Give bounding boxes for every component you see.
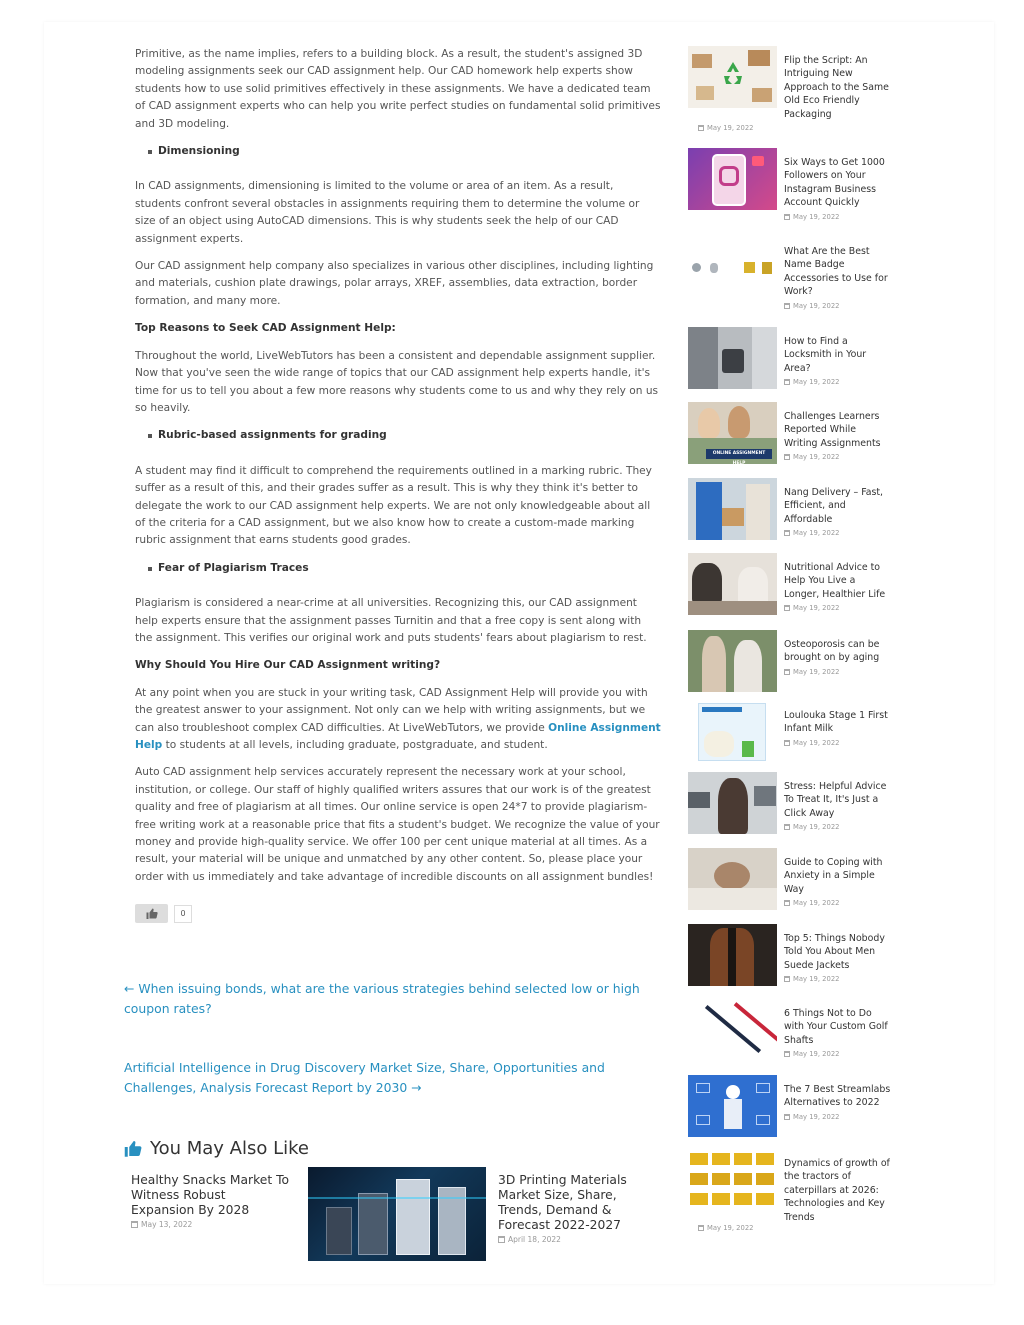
sidebar-post-title[interactable]: What Are the Best Name Badge Accessories to Use for Work? [784,246,888,298]
thumbs-up-icon [146,908,158,919]
calendar-icon [698,125,704,131]
date-text: May 19, 2022 [793,453,840,461]
calendar-icon [784,900,790,906]
previous-post-link[interactable]: ← When issuing bonds, what are the various strategies behind selected low or high coupon rates? [124,981,640,1017]
sidebar-post-title[interactable]: Guide to Coping with Anxiety in a Simple Way [784,857,883,895]
calendar-icon [784,824,790,830]
paragraph [135,685,661,755]
couple-sofa-image[interactable] [688,553,777,615]
sidebar-post-title[interactable]: How to Find a Locksmith in Your Area? [784,336,867,374]
date-text: May 19, 2022 [793,604,840,612]
next-post-link[interactable]: Artificial Intelligence in Drug Discovery Market Size, Share, Opportunities and Challenges, Analysis Forecast Report by 2030 → [124,1059,605,1095]
date-text: May 19, 2022 [793,668,840,676]
section-heading: Why Should You Hire Our CAD Assignment writing? [135,659,441,672]
section-title: You May Also Like [150,1138,309,1160]
sidebar-post-title[interactable]: Osteoporosis can be brought on by aging [784,639,880,664]
related-posts [124,1173,664,1273]
date-text: May 19, 2022 [793,739,840,747]
sidebar-post-date [784,213,839,221]
like-widget [135,904,664,923]
sidebar-post-title[interactable]: Dynamics of growth of the tractors of caterpillars at 2026: Technologies and Key Trends [784,1158,890,1223]
section-heading: Top Reasons to Seek CAD Assignment Help: [135,322,396,335]
calendar-icon [784,303,790,309]
related-post-date [131,1220,291,1229]
paragraph: A student may find it difficult to comprehend the requirements outlined in a marking rubric. They suffer as a result of this, and their grades suffer as a result. This is why they think it's better to delegate the work to our CAD assignment help experts. We are not only knowledgeable about all of the criteria for a CAD assignment, but we also know how to create a custom-made marking rubric assignment that earns students good grades. [135,464,652,547]
related-post-date [498,1235,664,1244]
recycle-packaging-image[interactable] [688,46,777,108]
sidebar-post-date [784,302,839,310]
anxiety-image[interactable] [688,848,777,910]
calendar-icon [131,1221,138,1228]
calendar-icon [784,740,790,746]
sidebar-post-title[interactable]: Top 5: Things Nobody Told You About Men Suede Jackets [784,933,885,971]
instagram-phone-image[interactable] [688,148,777,210]
delivery-image[interactable] [688,478,777,540]
date-text: May 19, 2022 [793,213,840,221]
sidebar-post-title[interactable]: Nutritional Advice to Help You Live a Longer, Healthier Life [784,562,886,600]
calendar-icon [784,379,790,385]
jacket-image[interactable] [688,924,777,986]
sidebar-post-title[interactable]: Challenges Learners Reported While Writing Assignments [784,411,881,449]
caterpillars-image[interactable] [688,1149,777,1211]
sidebar-post-title[interactable]: Loulouka Stage 1 First Infant Milk [784,710,888,735]
sidebar-post-date [784,899,839,907]
calendar-icon [784,530,790,536]
calendar-icon [784,454,790,460]
sidebar-post-date [784,378,839,386]
calendar-icon [784,1051,790,1057]
calendar-icon [784,669,790,675]
calendar-icon [784,976,790,982]
sidebar-post-title[interactable]: Stress: Helpful Advice To Treat It, It's Just a Click Away [784,781,887,819]
sidebar-post-date [784,529,839,537]
date-text: May 19, 2022 [707,124,754,132]
sidebar-post-title[interactable]: Six Ways to Get 1000 Followers on Your Instagram Business Account Quickly [784,157,885,209]
date-text: May 19, 2022 [793,529,840,537]
date-text: May 19, 2022 [793,823,840,831]
online-assignment-help-link[interactable]: Online Assignment Help [135,721,661,751]
date-text: April 18, 2022 [508,1234,561,1244]
sidebar-post-title[interactable]: 6 Things Not to Do with Your Custom Golf Shafts [784,1008,888,1046]
calendar-icon [784,214,790,220]
date-text: May 13, 2022 [141,1219,193,1229]
like-button[interactable] [135,904,168,923]
post-navigation [124,979,664,1097]
date-text: May 19, 2022 [793,975,840,983]
locksmith-image[interactable] [688,327,777,389]
sidebar-post-title[interactable]: Flip the Script: An Intriguing New Approach to the Same Old Eco Friendly Packaging [784,55,889,120]
elderly-image[interactable] [688,630,777,692]
date-text: May 19, 2022 [793,378,840,386]
list-item: Fear of Plagiarism Traces [148,560,664,577]
sidebar-post-date [784,453,839,461]
sidebar-post-date [784,975,839,983]
paragraph: Auto CAD assignment help services accurately represent the necessary work at your school, institution, or college. Our staff of highly qualified writers assures that our work is of the greatest quality and free of plagiarism at all times. Our online service is open 24*7 to provide plagiarism-free writing work at a reasonable price that fits a student's budget. We recognize the value of your money and provide high-quality service. We offer 100 per cent unique material at all times. As a result, your material will be unique and unmatched by any other content. So, please place your order with us immediately and take advantage of incredible discounts on all assignment bundles! [135,766,660,883]
you-may-also-like-heading [124,1138,664,1159]
paragraph: Throughout the world, LiveWebTutors has been a consistent and dependable assignment supplier. Now that you've seen the wide range of topics that our CAD assignment help experts handle, it's time for us to tell you about a few more reasons why students come to us and why they rely on us so heavily. [135,349,659,414]
streamlabs-image[interactable] [688,1075,777,1137]
related-post[interactable] [498,1173,664,1243]
sidebar-post-date [784,604,839,612]
golf-shafts-image[interactable] [688,999,777,1061]
date-text: May 19, 2022 [793,302,840,310]
list-item: Rubric-based assignments for grading [148,427,664,444]
recycle-icon [720,60,746,86]
thumbs-up-icon [124,1140,142,1157]
sidebar-post-date [784,823,839,831]
related-post-title[interactable]: 3D Printing Materials Market Size, Share, Trends, Demand & Forecast 2022-2027 [498,1173,627,1232]
article-body [124,46,664,1273]
date-text: May 19, 2022 [793,899,840,907]
sidebar-post-date [784,739,839,747]
paragraph-text: to students at all levels, including graduate, postgraduate, and student. [162,739,548,751]
server-racks-image[interactable] [308,1167,486,1261]
paragraph: Primitive, as the name implies, refers to a building block. As a result, the student's assigned 3D modeling assignments seek our CAD assignment help. Our CAD homework help experts show students how to use solid primitives effectively in these assignments. We have a dedicated team of CAD assignment experts who can help you write perfect studies on fundamental solid primitives and 3D modeling. [135,48,661,130]
sidebar-post-date [784,1113,839,1121]
paragraph-text: At any point when you are stuck in your writing task, CAD Assignment Help will provide you with the greatest answer to your assignment. Not only can we help with writing assignments, but we can also troubleshoot complex CAD difficulties. At LiveWebTutors, we provide [135,686,648,734]
stress-image[interactable] [688,772,777,834]
students-laptop-image[interactable] [688,402,777,464]
sidebar-post-title[interactable]: The 7 Best Streamlabs Alternatives to 2022 [784,1084,891,1109]
calendar-icon [498,1236,505,1243]
milk-box-image[interactable] [688,701,777,763]
badge-accessories-image[interactable] [688,237,777,299]
like-count: 0 [174,905,192,923]
sidebar-post-title[interactable]: Nang Delivery – Fast, Efficient, and Affordable [784,487,884,525]
sidebar-post-date [784,1050,839,1058]
paragraph: In CAD assignments, dimensioning is limited to the volume or area of an item. As a result, students confront several obstacles in assignments requiring them to determine the volume or size of an object using AutoCAD dimensions. This is why students seek the help of our CAD assignment experts. [135,180,640,245]
sidebar-post-date [698,1224,753,1232]
list-item: Dimensioning [148,143,664,160]
related-post[interactable] [131,1173,291,1228]
date-text: May 19, 2022 [707,1224,754,1232]
image-caption: ONLINE ASSIGNMENT HELP [706,449,772,459]
sidebar-post-date [698,124,753,132]
date-text: May 19, 2022 [793,1113,840,1121]
date-text: May 19, 2022 [793,1050,840,1058]
related-post-title[interactable]: Healthy Snacks Market To Witness Robust Expansion By 2028 [131,1173,290,1218]
sidebar-post-date [784,668,839,676]
calendar-icon [784,605,790,611]
calendar-icon [698,1225,704,1231]
paragraph: Plagiarism is considered a near-crime at all universities. Recognizing this, our CAD assignment help experts ensure that the assignment passes Turnitin and that a free copy is sent along with the assignment. This verifies our original work and puts students' fears about plagiarism to rest. [135,597,647,644]
calendar-icon [784,1114,790,1120]
paragraph: Our CAD assignment help company also specializes in various other disciplines, including lighting and materials, cushion plate drawings, polar arrays, XREF, assemblies, data extraction, border formation, and many more. [135,260,654,307]
